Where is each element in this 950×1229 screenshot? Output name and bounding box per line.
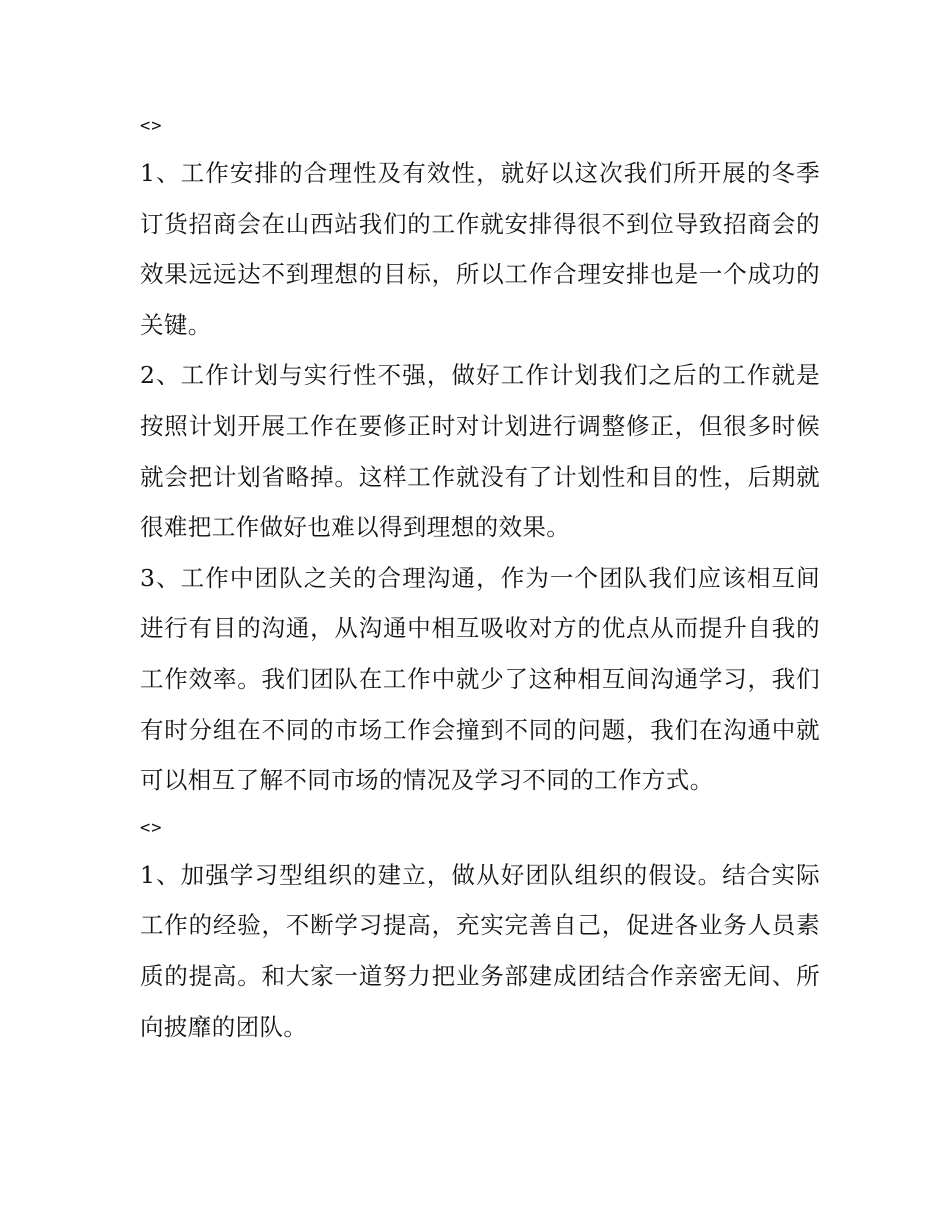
section-marker: <>: [140, 116, 163, 136]
paragraph-work-arrangement: 1、工作安排的合理性及有效性，就好以这次我们所开展的冬季订货招商会在山西站我们的工作就安排得很不到位导致招商会的效果远远达不到理想的目标，所以工作合理安排也是一个成功的关键。: [140, 159, 820, 339]
section-marker: <>: [140, 817, 163, 838]
paragraph-team-communication: 3、工作中团队之关的合理沟通，作为一个团队我们应该相互间进行有目的沟通，从沟通中相互吸收对方的优点从而提升自我的工作效率。我们团队在工作中就少了这种相互间沟通学习，我们有时分组在不同的市场工作会撞到不同的问题，我们在沟通中就可以相互了解不同市场的情况及学习不同的工作方式。: [140, 563, 820, 795]
paragraph-learning-organization: 1、加强学习型组织的建立，做从好团队组织的假设。结合实际工作的经验，不断学习提高，充实完善自己，促进各业务人员素质的提高。和大家一道努力把业务部建成团结合作亲密无间、所向披靡的团队。: [140, 860, 820, 1041]
paragraph-work-plan: 2、工作计划与实行性不强，做好工作计划我们之后的工作就是按照计划开展工作在要修正时对计划进行调整修正，但很多时候就会把计划省略掉。这样工作就没有了计划性和目的性，后期就很难把工作做好也难以得到理想的效果。: [140, 361, 820, 542]
document-body: [140, 104, 820, 1052]
